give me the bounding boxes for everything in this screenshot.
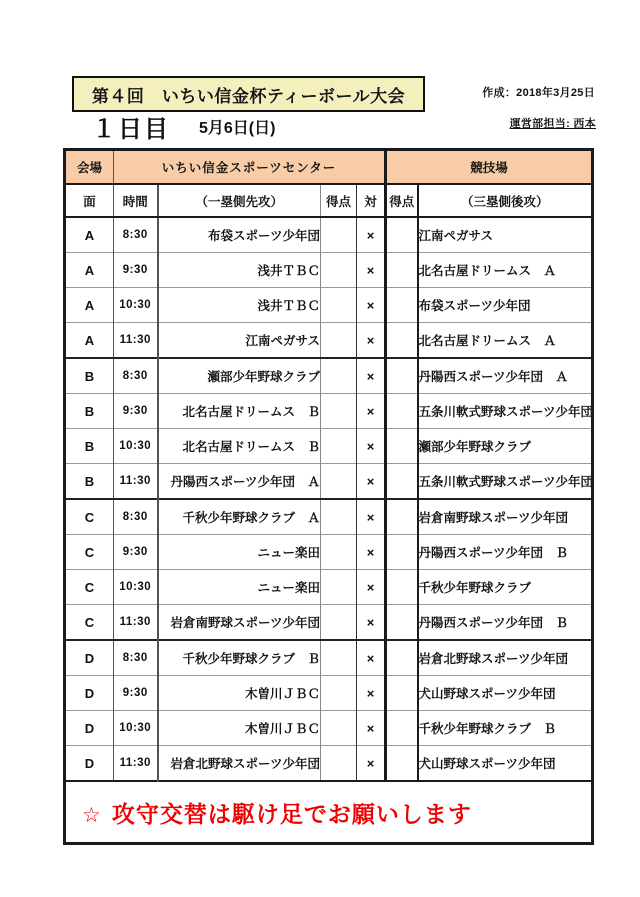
score2-cell — [386, 288, 418, 323]
team2-cell: 岩倉南野球スポーツ少年団 — [418, 499, 593, 535]
column-header-row — [65, 184, 593, 217]
team1-cell: 北名古屋ドリームス Ｂ — [158, 429, 321, 464]
time-column-header: 時間 — [114, 184, 158, 217]
score1-cell — [321, 253, 357, 288]
court-cell: D — [65, 640, 114, 676]
vs-cell: × — [357, 605, 386, 641]
score1-cell — [321, 429, 357, 464]
court-cell: C — [65, 570, 114, 605]
table-row — [65, 605, 593, 641]
team1-cell: 千秋少年野球クラブ Ａ — [158, 499, 321, 535]
table-row — [65, 464, 593, 500]
score2-cell — [386, 746, 418, 782]
schedule-table — [63, 148, 594, 845]
vs-cell: × — [357, 288, 386, 323]
team1-cell: 浅井ＴＢＣ — [158, 288, 321, 323]
team2-cell: 丹陽西スポーツ少年団 Ａ — [418, 358, 593, 394]
team2-cell: 五条川軟式野球スポーツ少年団 — [418, 464, 593, 500]
vs-cell: × — [357, 746, 386, 782]
score2-cell — [386, 394, 418, 429]
time-cell: 10:30 — [114, 711, 158, 746]
team2-cell: 千秋少年野球クラブ Ｂ — [418, 711, 593, 746]
team2-cell: 北名古屋ドリームス Ａ — [418, 323, 593, 359]
vs-cell: × — [357, 394, 386, 429]
team2-cell: 岩倉北野球スポーツ少年団 — [418, 640, 593, 676]
table-row — [65, 570, 593, 605]
team1-cell: 岩倉北野球スポーツ少年団 — [158, 746, 321, 782]
team1-cell: ニュー楽田 — [158, 570, 321, 605]
time-cell: 11:30 — [114, 605, 158, 641]
note-row — [65, 781, 593, 844]
score1-cell — [321, 535, 357, 570]
score1-cell — [321, 711, 357, 746]
vs-cell: × — [357, 711, 386, 746]
vs-cell: × — [357, 253, 386, 288]
score1-cell — [321, 499, 357, 535]
time-cell: 8:30 — [114, 217, 158, 253]
score2-cell — [386, 253, 418, 288]
time-cell: 10:30 — [114, 570, 158, 605]
team2-column-header: （三塁側後攻） — [418, 184, 593, 217]
vs-cell: × — [357, 217, 386, 253]
vs-cell: × — [357, 570, 386, 605]
vs-cell: × — [357, 464, 386, 500]
vs-cell: × — [357, 499, 386, 535]
score1-cell — [321, 394, 357, 429]
court-cell: D — [65, 711, 114, 746]
score1-cell — [321, 288, 357, 323]
score1-cell — [321, 605, 357, 641]
created-date: 作成：2018年3月25日 — [482, 87, 595, 99]
day-label: １日目 — [92, 116, 170, 143]
time-cell: 9:30 — [114, 253, 158, 288]
table-row — [65, 288, 593, 323]
note-text: 攻守交替は駆け足でお願いします — [111, 800, 472, 827]
note-cell — [65, 781, 593, 844]
score1-cell — [321, 676, 357, 711]
score1-cell — [321, 640, 357, 676]
table-row — [65, 253, 593, 288]
score1-cell — [321, 746, 357, 782]
team2-cell: 犬山野球スポーツ少年団 — [418, 746, 593, 782]
court-cell: D — [65, 676, 114, 711]
date-label: 5月6日(日) — [199, 120, 276, 137]
score2-cell — [386, 605, 418, 641]
score2-cell — [386, 358, 418, 394]
table-row — [65, 323, 593, 359]
score1-column-header: 得点 — [321, 184, 357, 217]
team2-cell: 丹陽西スポーツ少年団 Ｂ — [418, 535, 593, 570]
team2-cell: 五条川軟式野球スポーツ少年団 — [418, 394, 593, 429]
venue-header-row — [65, 150, 593, 185]
time-cell: 11:30 — [114, 464, 158, 500]
venue-col-header: 会場 — [65, 150, 114, 185]
score1-cell — [321, 358, 357, 394]
team2-cell: 布袋スポーツ少年団 — [418, 288, 593, 323]
table-row — [65, 640, 593, 676]
score2-cell — [386, 499, 418, 535]
court-cell: B — [65, 429, 114, 464]
vs-cell: × — [357, 640, 386, 676]
table-row — [65, 535, 593, 570]
vs-cell: × — [357, 358, 386, 394]
team1-cell: 岩倉南野球スポーツ少年団 — [158, 605, 321, 641]
star-icon: ☆ — [82, 803, 102, 827]
time-cell: 9:30 — [114, 535, 158, 570]
team1-cell: 北名古屋ドリームス Ｂ — [158, 394, 321, 429]
table-row — [65, 676, 593, 711]
table-row — [65, 394, 593, 429]
team1-cell: ニュー楽田 — [158, 535, 321, 570]
time-cell: 8:30 — [114, 358, 158, 394]
score2-cell — [386, 535, 418, 570]
score1-cell — [321, 464, 357, 500]
time-cell: 8:30 — [114, 640, 158, 676]
court-cell: A — [65, 288, 114, 323]
time-cell: 9:30 — [114, 676, 158, 711]
table-row — [65, 217, 593, 253]
venue2-header: 競技場 — [386, 150, 593, 185]
team1-cell: 浅井ＴＢＣ — [158, 253, 321, 288]
court-cell: C — [65, 499, 114, 535]
team2-cell: 千秋少年野球クラブ — [418, 570, 593, 605]
title-box — [72, 76, 425, 112]
team1-cell: 瀬部少年野球クラブ — [158, 358, 321, 394]
time-cell: 10:30 — [114, 429, 158, 464]
court-cell: A — [65, 217, 114, 253]
page-title: 第４回 いちい信金杯ティーボール大会 — [91, 86, 406, 106]
team1-cell: 江南ペガサス — [158, 323, 321, 359]
vs-cell: × — [357, 676, 386, 711]
vs-cell: × — [357, 535, 386, 570]
team2-cell: 丹陽西スポーツ少年団 Ｂ — [418, 605, 593, 641]
court-cell: A — [65, 323, 114, 359]
time-cell: 11:30 — [114, 746, 158, 782]
table-row — [65, 746, 593, 782]
court-cell: B — [65, 464, 114, 500]
team2-cell: 北名古屋ドリームス Ａ — [418, 253, 593, 288]
vs-column-header: 対 — [357, 184, 386, 217]
score2-cell — [386, 429, 418, 464]
table-row — [65, 711, 593, 746]
score2-cell — [386, 676, 418, 711]
court-cell: B — [65, 394, 114, 429]
score2-cell — [386, 711, 418, 746]
vs-cell: × — [357, 323, 386, 359]
score2-cell — [386, 323, 418, 359]
score2-column-header: 得点 — [386, 184, 418, 217]
score2-cell — [386, 640, 418, 676]
staff-label: 運営部担当: 西本 — [509, 118, 596, 130]
team1-cell: 千秋少年野球クラブ Ｂ — [158, 640, 321, 676]
court-column-header: 面 — [65, 184, 114, 217]
score2-cell — [386, 464, 418, 500]
court-cell: D — [65, 746, 114, 782]
court-cell: C — [65, 535, 114, 570]
table-row — [65, 358, 593, 394]
team1-cell: 布袋スポーツ少年団 — [158, 217, 321, 253]
time-cell: 8:30 — [114, 499, 158, 535]
venue1-header: いちい信金スポーツセンター — [114, 150, 386, 185]
team2-cell: 瀬部少年野球クラブ — [418, 429, 593, 464]
team1-cell: 木曽川ＪＢＣ — [158, 676, 321, 711]
time-cell: 10:30 — [114, 288, 158, 323]
court-cell: A — [65, 253, 114, 288]
court-cell: B — [65, 358, 114, 394]
time-cell: 11:30 — [114, 323, 158, 359]
court-cell: C — [65, 605, 114, 641]
schedule-body — [65, 217, 593, 781]
table-row — [65, 499, 593, 535]
team1-cell: 丹陽西スポーツ少年団 Ａ — [158, 464, 321, 500]
score2-cell — [386, 570, 418, 605]
team2-cell: 犬山野球スポーツ少年団 — [418, 676, 593, 711]
score1-cell — [321, 323, 357, 359]
team1-cell: 木曽川ＪＢＣ — [158, 711, 321, 746]
table-row — [65, 429, 593, 464]
score1-cell — [321, 570, 357, 605]
vs-cell: × — [357, 429, 386, 464]
score2-cell — [386, 217, 418, 253]
team1-column-header: （一塁側先攻） — [158, 184, 321, 217]
team2-cell: 江南ペガサス — [418, 217, 593, 253]
score1-cell — [321, 217, 357, 253]
time-cell: 9:30 — [114, 394, 158, 429]
